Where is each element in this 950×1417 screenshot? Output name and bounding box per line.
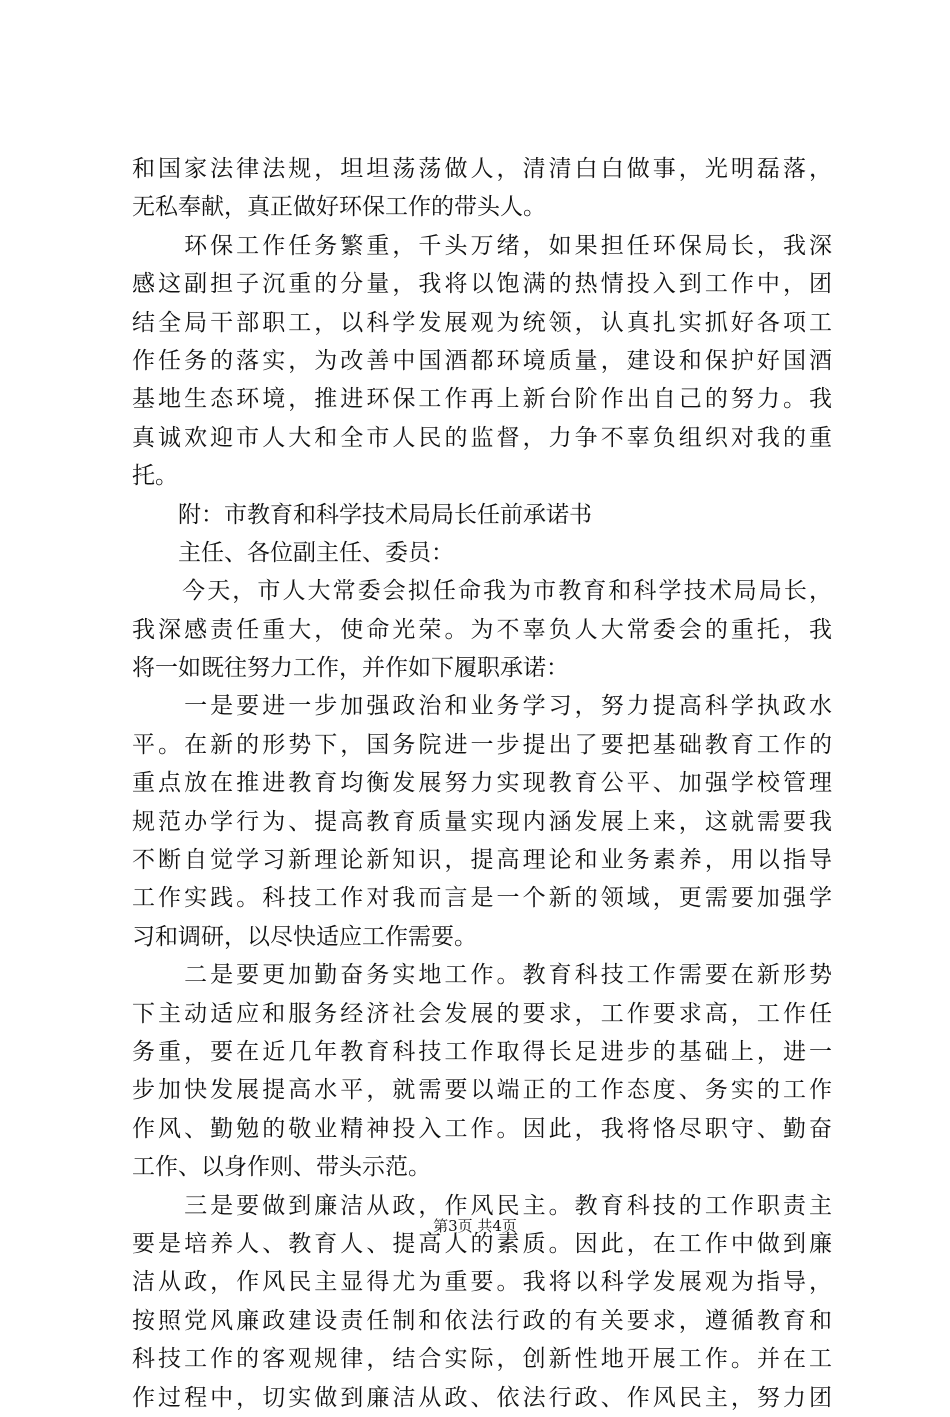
text-line: 一是要进一步加强政治和业务学习，努力提高科学执政水 [132, 693, 832, 720]
text-line: 环保工作任务繁重，千头万绪，如果担任环保局长，我深 [132, 232, 832, 259]
text-line: 洁从政，作风民主显得尤为重要。我将以科学发展观为指导， [132, 1269, 832, 1296]
text-line: 工作实践。科技工作对我而言是一个新的领域，更需要加强学 [132, 885, 832, 912]
text-line: 主任、各位副主任、委员： [132, 539, 454, 566]
text-line: 和国家法律法规，坦坦荡荡做人，清清白白做事，光明磊落， [132, 156, 832, 182]
text-line: 结全局干部职工，以科学发展观为统领，认真扎实抓好各项工 [132, 309, 832, 336]
text-line: 务重，要在近几年教育科技工作取得长足进步的基础上，进一 [132, 1038, 832, 1065]
text-line: 重点放在推进教育均衡发展努力实现教育公平、加强学校管理 [132, 770, 832, 797]
text-line: 基地生态环境，推进环保工作再上新台阶作出自己的努力。我 [132, 386, 832, 413]
text-line: 感这副担子沉重的分量，我将以饱满的热情投入到工作中，团 [132, 271, 832, 298]
text-line: 作过程中，切实做到廉洁从政、依法行政、作风民主，努力团 [132, 1384, 832, 1411]
text-line: 要是培养人、教育人、提高人的素质。因此，在工作中做到廉 [132, 1230, 832, 1257]
text-line: 工作、以身作则、带头示范。 [132, 1154, 431, 1181]
text-line: 步加快发展提高水平，就需要以端正的工作态度、务实的工作 [132, 1077, 832, 1104]
text-line: 将一如既往努力工作，并作如下履职承诺： [132, 655, 569, 682]
text-line: 今天，市人大常委会拟任命我为市教育和科学技术局局长， [132, 578, 832, 605]
text-line: 平。在新的形势下，国务院进一步提出了要把基础教育工作的 [132, 731, 832, 758]
text-line: 不断自觉学习新理论新知识，提高理论和业务素养，用以指导 [132, 847, 832, 874]
text-line: 我深感责任重大，使命光荣。为不辜负人大常委会的重托，我 [132, 616, 832, 643]
text-line: 作风、勤勉的敬业精神投入工作。因此，我将恪尽职守、勤奋 [132, 1115, 832, 1142]
text-line: 无私奉献，真正做好环保工作的带头人。 [132, 194, 546, 221]
text-line: 三是要做到廉洁从政，作风民主。教育科技的工作职责主 [132, 1192, 832, 1219]
page-number-footer: 第3页 共4页 [433, 1217, 517, 1235]
text-line: 习和调研，以尽快适应工作需要。 [132, 923, 477, 950]
text-line: 托。 [132, 463, 178, 490]
text-line: 作任务的落实，为改善中国酒都环境质量，建设和保护好国酒 [132, 347, 832, 374]
text-line: 二是要更加勤奋务实地工作。教育科技工作需要在新形势 [132, 962, 832, 989]
text-line: 科技工作的客观规律，结合实际，创新性地开展工作。并在工 [132, 1346, 832, 1373]
text-line: 按照党风廉政建设责任制和依法行政的有关要求，遵循教育和 [132, 1307, 832, 1334]
text-line: 真诚欢迎市人大和全市人民的监督，力争不辜负组织对我的重 [132, 424, 832, 451]
text-line: 规范办学行为、提高教育质量实现内涵发展上来，这就需要我 [132, 808, 832, 835]
text-line: 下主动适应和服务经济社会发展的要求，工作要求高，工作任 [132, 1000, 832, 1027]
text-line: 附：市教育和科学技术局局长任前承诺书 [132, 501, 592, 528]
